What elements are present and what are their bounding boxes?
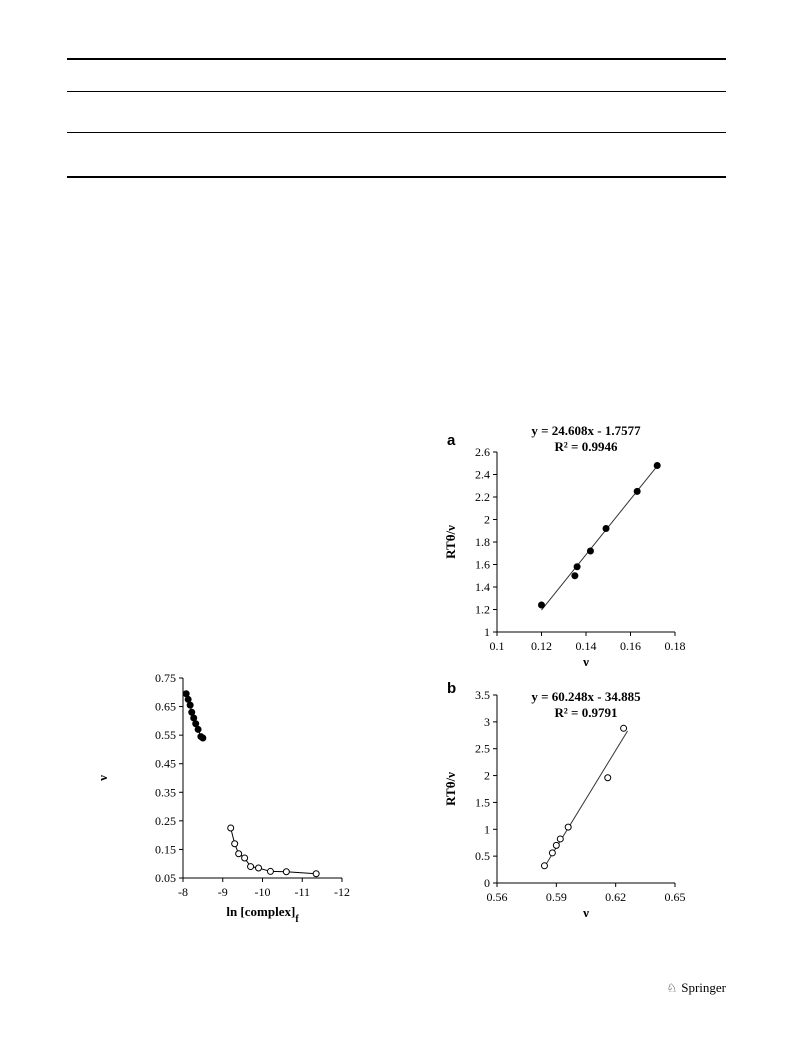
panel-label: a <box>447 432 456 449</box>
y-tick-label: 1.2 <box>475 602 490 617</box>
x-tick-label: -10 <box>254 885 271 899</box>
x-axis-label: ν <box>583 654 589 669</box>
publisher-logo <box>666 980 726 996</box>
data-point-filled <box>654 463 660 469</box>
data-point-filled <box>183 691 189 697</box>
data-point-filled <box>195 726 201 732</box>
y-tick-label: 0.05 <box>155 871 176 885</box>
x-axis-label: $\ln [complex]_f$ <box>226 904 299 925</box>
data-point-open <box>283 869 289 875</box>
y-axis-label: RTθ/ν <box>443 772 458 806</box>
y-tick-label: 0.55 <box>155 728 176 743</box>
r-squared-label: R² = 0.9946 <box>554 439 618 454</box>
y-tick-label: 2.6 <box>475 445 490 459</box>
data-point-open <box>565 824 571 830</box>
data-point-open <box>549 850 555 856</box>
y-tick-label: 1.8 <box>475 535 490 549</box>
data-point-open <box>232 841 238 847</box>
x-tick-label: -11 <box>294 885 311 899</box>
data-point-filled <box>191 715 197 721</box>
x-tick-label: -8 <box>178 885 188 899</box>
data-point-open <box>541 863 547 869</box>
x-tick-label: -9 <box>217 885 228 899</box>
data-point-filled <box>587 548 593 554</box>
y-tick-label: 2 <box>484 512 490 527</box>
data-point-open <box>605 775 611 781</box>
data-point-filled <box>189 709 195 715</box>
data-point-filled <box>634 488 640 494</box>
table-top-rule <box>67 58 726 60</box>
x-tick-label: 0.59 <box>545 890 567 904</box>
data-point-filled <box>185 696 191 702</box>
table-header-rule <box>67 91 726 92</box>
y-tick-label: 0.45 <box>155 756 176 771</box>
publisher-name: Springer <box>681 980 726 995</box>
y-tick-label: 0.75 <box>155 671 176 685</box>
data-point-filled <box>574 564 580 570</box>
table-bottom-rule <box>67 176 726 178</box>
panel-label: b <box>447 680 457 697</box>
complex-concentration-chart <box>95 665 360 945</box>
data-point-open <box>256 865 262 871</box>
x-tick-label: 0.18 <box>664 639 686 653</box>
springer-horse-icon: ♘ <box>666 980 678 995</box>
data-point-filled <box>193 721 199 727</box>
data-point-filled <box>603 526 609 532</box>
y-tick-label: 2.5 <box>475 741 490 756</box>
y-tick-label: 2 <box>484 768 490 783</box>
data-point-filled <box>572 573 578 579</box>
data-point-filled <box>539 602 545 608</box>
y-tick-label: 0.15 <box>155 842 176 857</box>
data-point-open <box>248 864 254 870</box>
y-tick-label: 0 <box>484 876 490 890</box>
y-tick-label: 2.2 <box>475 490 490 504</box>
data-point-open <box>236 851 242 857</box>
y-tick-label: 0.25 <box>155 813 176 828</box>
series-line <box>231 828 316 874</box>
y-tick-label: 2.4 <box>475 467 490 482</box>
x-tick-label: 0.16 <box>620 639 641 653</box>
x-tick-label: 0.65 <box>664 890 686 904</box>
x-tick-label: 0.62 <box>605 890 627 904</box>
data-point-open <box>553 842 559 848</box>
data-point-open <box>621 725 627 731</box>
y-tick-label: 0.35 <box>155 785 176 800</box>
table-row-rule <box>67 132 726 133</box>
y-tick-label: 3.5 <box>475 688 490 702</box>
y-axis-label: ν <box>95 775 110 781</box>
y-tick-label: 1.5 <box>475 795 490 810</box>
trendline-equation: y = 60.248x - 34.885 <box>531 689 641 704</box>
chart-b <box>425 675 695 945</box>
y-tick-label: 0.5 <box>475 849 490 864</box>
y-tick-label: 1 <box>484 625 490 639</box>
data-point-open <box>557 836 563 842</box>
data-point-open <box>267 868 273 874</box>
y-tick-label: 1.6 <box>475 557 490 572</box>
data-point-open <box>242 855 248 861</box>
y-tick-label: 0.65 <box>155 699 176 714</box>
chart-a <box>425 415 695 670</box>
data-point-filled <box>187 702 193 708</box>
trendline-equation: y = 24.608x - 1.7577 <box>531 423 641 438</box>
data-point-filled <box>200 735 206 741</box>
x-tick-label: 0.14 <box>575 639 597 653</box>
x-tick-label: 0.56 <box>486 890 508 904</box>
data-point-open <box>313 871 319 877</box>
y-tick-label: 3 <box>484 714 490 729</box>
r-squared-label: R² = 0.9791 <box>554 705 618 720</box>
x-tick-label: -12 <box>334 885 350 899</box>
y-axis-label: RTθ/ν <box>443 525 458 559</box>
data-point-open <box>228 825 234 831</box>
x-tick-label: 0.12 <box>531 639 552 653</box>
y-tick-label: 1.4 <box>475 580 490 594</box>
x-tick-label: 0.1 <box>489 639 505 653</box>
y-tick-label: 1 <box>484 822 490 837</box>
x-axis-label: ν <box>583 905 589 920</box>
trendline <box>542 466 658 610</box>
